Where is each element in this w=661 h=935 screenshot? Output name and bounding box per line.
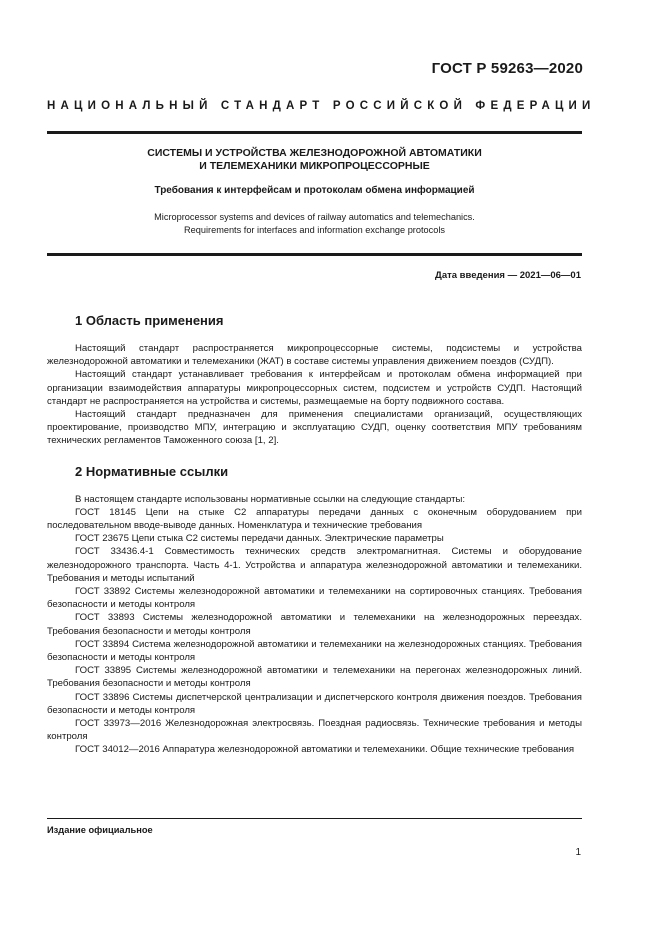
page-number: 1 xyxy=(575,847,581,858)
title-rule xyxy=(47,253,582,256)
reference-item: ГОСТ 33893 Системы железнодорожной автоматики и телемеханики на железнодорожных переездах. Требования безопасности и методы контроля xyxy=(47,612,582,637)
reference-item: ГОСТ 33896 Системы диспетчерской централизации и диспетчерского контроля движения поездов. Требования безопасности и методы контроля xyxy=(47,691,582,716)
english-title-line-2: Requirements for interfaces and information exchange protocols xyxy=(184,225,445,235)
reference-item: ГОСТ 33436.4-1 Совместимость технических средств электромагнитная. Системы и оборудование железнодорожного транспорта. Часть 4-1. Устройства и аппаратура железнодорожной автоматики и телемеханики. Требования и методы испытаний xyxy=(47,546,582,584)
reference-item: ГОСТ 33892 Системы железнодорожной автоматики и телемеханики на сортировочных станциях. Требования безопасности и методы контроля xyxy=(47,586,582,611)
title-line-2: И ТЕЛЕМЕХАНИКИ МИКРОПРОЦЕССОРНЫЕ xyxy=(199,160,430,172)
english-title xyxy=(47,211,582,237)
section-2-paragraph: В настоящем стандарте использованы нормативные ссылки на следующие стандарты: xyxy=(75,493,466,505)
reference-item: ГОСТ 34012—2016 Аппаратура железнодорожной автоматики и телемеханики. Общие технические требования xyxy=(75,744,575,756)
reference-item: ГОСТ 33895 Системы железнодорожной автоматики и телемеханики на перегонах железнодорожных линий. Требования безопасности и методы контроля xyxy=(47,665,582,690)
section-1-paragraph: Настоящий стандарт устанавливает требования к интерфейсам и протоколам обмена информацией при организации взаимодействия аппаратуры микропроцессорных систем, подсистем и устройств СУДП. Настоящий стандарт не распространяется на устройства и системы, размещаемые на борту подвижного состава. xyxy=(47,369,582,407)
footer-rule xyxy=(47,818,582,819)
edition-label: Издание официальное xyxy=(47,825,153,835)
introduction-date: Дата введения — 2021—06—01 xyxy=(435,270,581,281)
reference-item: ГОСТ 33894 Система железнодорожной автоматики и телемеханики на железнодорожных станциях. Требования безопасности и методы контроля xyxy=(47,638,582,664)
section-2-heading: 2 Нормативные ссылки xyxy=(75,463,229,479)
document-title xyxy=(47,147,582,173)
reference-item: ГОСТ 18145 Цепи на стыке С2 аппаратуры передачи данных с оконечным оборудованием при последовательном вводе-выводе данных. Номенклатура и технические требования xyxy=(47,506,582,532)
reference-item: ГОСТ 23675 Цепи стыка С2 системы передачи данных. Электрические параметры xyxy=(75,533,444,545)
english-title-line-1: Microprocessor systems and devices of railway automatics and telemechanics. xyxy=(154,212,475,222)
national-standard-banner: НАЦИОНАЛЬНЫЙ СТАНДАРТ РОССИЙСКОЙ ФЕДЕРАЦИИ xyxy=(47,100,596,112)
document-subtitle: Требования к интерфейсам и протоколам обмена информацией xyxy=(154,185,475,196)
standard-code: ГОСТ Р 59263—2020 xyxy=(431,60,583,77)
document-body xyxy=(47,313,582,757)
section-1-paragraph: Настоящий стандарт предназначен для применения специалистами организаций, осуществляющих проектирование, производство МПУ, интеграцию и эксплуатацию СУДП, оценку соответствия МПУ требованиям технических регламентов Таможенного союза [1, 2]. xyxy=(47,409,582,447)
reference-item: ГОСТ 33973—2016 Железнодорожная электросвязь. Поездная радиосвязь. Технические требования и методы контроля xyxy=(47,718,582,743)
title-line-1: СИСТЕМЫ И УСТРОЙСТВА ЖЕЛЕЗНОДОРОЖНОЙ АВТОМАТИКИ xyxy=(147,147,482,159)
section-1-paragraph: Настоящий стандарт распространяется микропроцессорные системы, подсистемы и устройства железнодорожной автоматики и телемеханики (ЖАТ) в составе системы управления движением поездов (СУДП). xyxy=(47,343,582,368)
header-rule xyxy=(47,131,582,134)
section-1-heading: 1 Область применения xyxy=(75,313,224,328)
